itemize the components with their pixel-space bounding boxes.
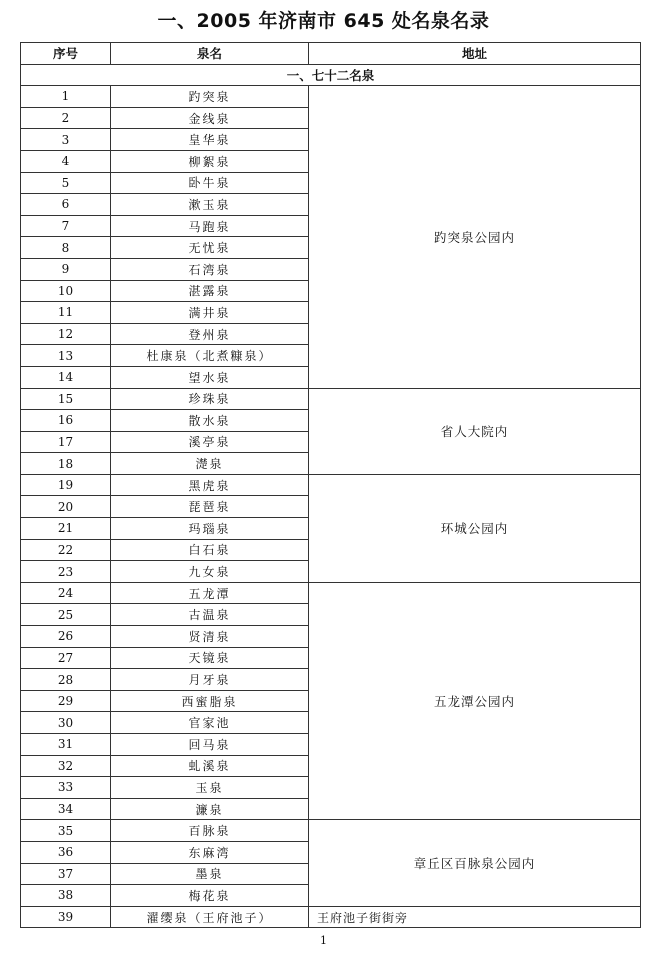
address-cell: 五龙潭公园内 (309, 582, 641, 820)
row-index: 16 (21, 410, 111, 432)
spring-name: 马跑泉 (111, 215, 309, 237)
row-index: 6 (21, 194, 111, 216)
spring-name: 皇华泉 (111, 129, 309, 151)
row-index: 27 (21, 647, 111, 669)
row-index: 18 (21, 453, 111, 475)
spring-name: 金线泉 (111, 107, 309, 129)
table-row (21, 906, 641, 928)
row-index: 12 (21, 323, 111, 345)
spring-name: 东麻湾 (111, 841, 309, 863)
spring-name: 梅花泉 (111, 885, 309, 907)
spring-name: 濂泉 (111, 798, 309, 820)
spring-name: 回马泉 (111, 734, 309, 756)
spring-name: 西蜜脂泉 (111, 690, 309, 712)
row-index: 30 (21, 712, 111, 734)
spring-name: 玉泉 (111, 777, 309, 799)
spring-name: 湛露泉 (111, 280, 309, 302)
row-index: 13 (21, 345, 111, 367)
spring-name: 玛瑙泉 (111, 518, 309, 540)
spring-name: 溪亭泉 (111, 431, 309, 453)
spring-name: 贤清泉 (111, 626, 309, 648)
row-index: 2 (21, 107, 111, 129)
table-body (21, 64, 641, 928)
row-index: 20 (21, 496, 111, 518)
spring-name: 黑虎泉 (111, 474, 309, 496)
row-index: 28 (21, 669, 111, 691)
section-row (21, 64, 641, 86)
spring-name: 散水泉 (111, 410, 309, 432)
row-index: 11 (21, 302, 111, 324)
spring-name: 珍珠泉 (111, 388, 309, 410)
spring-name: 杜康泉（北煮糠泉） (111, 345, 309, 367)
row-index: 8 (21, 237, 111, 259)
header-address: 地址 (309, 43, 641, 65)
row-index: 26 (21, 626, 111, 648)
row-index: 38 (21, 885, 111, 907)
spring-name: 琵琶泉 (111, 496, 309, 518)
row-index: 29 (21, 690, 111, 712)
table-row (21, 474, 641, 496)
spring-name: 虬溪泉 (111, 755, 309, 777)
table-header-row (21, 43, 641, 65)
spring-name: 九女泉 (111, 561, 309, 583)
table-row (21, 86, 641, 108)
header-index: 序号 (21, 43, 111, 65)
spring-name: 白石泉 (111, 539, 309, 561)
spring-name: 百脉泉 (111, 820, 309, 842)
spring-name: 卧牛泉 (111, 172, 309, 194)
row-index: 33 (21, 777, 111, 799)
row-index: 22 (21, 539, 111, 561)
spring-name: 五龙潭 (111, 582, 309, 604)
spring-name: 石湾泉 (111, 258, 309, 280)
row-index: 9 (21, 258, 111, 280)
spring-name: 满井泉 (111, 302, 309, 324)
spring-name: 无忧泉 (111, 237, 309, 259)
row-index: 10 (21, 280, 111, 302)
spring-name: 濯缨泉（王府池子） (111, 906, 309, 928)
spring-name: 望水泉 (111, 366, 309, 388)
row-index: 14 (21, 366, 111, 388)
row-index: 3 (21, 129, 111, 151)
row-index: 23 (21, 561, 111, 583)
spring-name: 趵突泉 (111, 86, 309, 108)
address-cell: 趵突泉公园内 (309, 86, 641, 388)
table-row (21, 582, 641, 604)
document-title: 一、2005 年济南市 645 处名泉名录 (157, 10, 490, 32)
page-number: 1 (320, 934, 327, 947)
spring-name: 官家池 (111, 712, 309, 734)
row-index: 4 (21, 150, 111, 172)
row-index: 5 (21, 172, 111, 194)
row-index: 34 (21, 798, 111, 820)
spring-name: 登州泉 (111, 323, 309, 345)
row-index: 1 (21, 86, 111, 108)
row-index: 17 (21, 431, 111, 453)
row-index: 15 (21, 388, 111, 410)
row-index: 25 (21, 604, 111, 626)
table-row (21, 820, 641, 842)
spring-name: 天镜泉 (111, 647, 309, 669)
row-index: 36 (21, 841, 111, 863)
address-cell: 王府池子街街旁 (309, 906, 641, 928)
address-cell: 环城公园内 (309, 474, 641, 582)
row-index: 35 (21, 820, 111, 842)
row-index: 39 (21, 906, 111, 928)
row-index: 37 (21, 863, 111, 885)
spring-name: 柳絮泉 (111, 150, 309, 172)
row-index: 21 (21, 518, 111, 540)
spring-list-table (20, 42, 641, 928)
spring-name: 濋泉 (111, 453, 309, 475)
spring-name: 漱玉泉 (111, 194, 309, 216)
spring-name: 古温泉 (111, 604, 309, 626)
row-index: 19 (21, 474, 111, 496)
row-index: 32 (21, 755, 111, 777)
spring-name: 墨泉 (111, 863, 309, 885)
address-cell: 章丘区百脉泉公园内 (309, 820, 641, 906)
header-name: 泉名 (111, 43, 309, 65)
row-index: 31 (21, 734, 111, 756)
section-title: 一、七十二名泉 (21, 64, 641, 86)
spring-name: 月牙泉 (111, 669, 309, 691)
row-index: 24 (21, 582, 111, 604)
address-cell: 省人大院内 (309, 388, 641, 474)
table-row (21, 388, 641, 410)
row-index: 7 (21, 215, 111, 237)
